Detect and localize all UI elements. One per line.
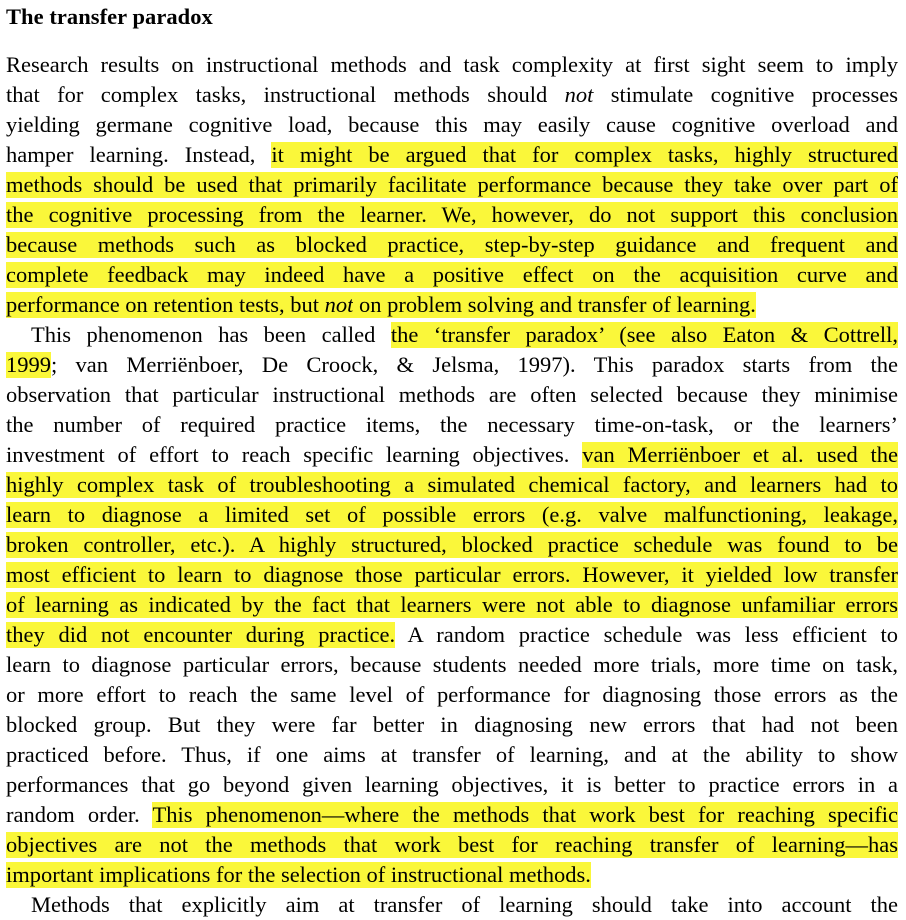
highlighted-text: not	[324, 292, 354, 317]
text-span: the number of required practice items, the necessary time-on-task, or the learners’	[6, 412, 898, 437]
text-span: hamper learning. Instead,	[6, 142, 272, 167]
text-line	[6, 80, 898, 110]
text-line	[6, 470, 898, 500]
text-line	[6, 440, 898, 470]
text-line	[6, 410, 898, 440]
text-line	[6, 230, 898, 260]
text-line	[6, 650, 898, 680]
text-span: random order.	[6, 802, 153, 827]
highlighted-text: they did not encounter during practice.	[6, 622, 396, 647]
text-line	[6, 500, 898, 530]
text-line	[6, 290, 898, 320]
highlighted-text: on problem solving and transfer of learning.	[353, 292, 756, 317]
text-line	[6, 830, 898, 860]
text-span: observation that particular instructional methods are often selected because they minimise	[6, 382, 898, 407]
text-span: learn to diagnose particular errors, because students needed more trials, more time on task,	[6, 652, 898, 677]
text-span: not	[564, 82, 594, 107]
text-line	[6, 200, 898, 230]
text-span: Methods that explicitly aim at transfer of learning should take into account the	[31, 892, 898, 917]
highlighted-text: the ‘transfer paradox’ (see also Eaton & Cottrell,	[390, 322, 899, 347]
highlighted-text: objectives are not the methods that work best for reaching transfer of learning—has	[6, 832, 898, 857]
highlighted-text: of learning as indicated by the fact that learners were not able to diagnose unfamiliar errors	[6, 592, 898, 617]
text-line	[6, 50, 898, 80]
text-span: blocked group. But they were far better in diagnosing new errors that had not been	[6, 712, 898, 737]
text-span: practiced before. Thus, if one aims at transfer of learning, and at the ability to show	[6, 742, 898, 767]
text-line	[6, 860, 898, 890]
highlighted-text: broken controller, etc.). A highly structured, blocked practice schedule was found to be	[6, 532, 898, 557]
text-line	[6, 800, 898, 830]
highlighted-text: highly complex task of troubleshooting a simulated chemical factory, and learners had to	[6, 472, 898, 497]
text-line	[6, 740, 898, 770]
highlighted-text: methods should be used that primarily facilitate performance because they take over part of	[6, 172, 898, 197]
section-heading: The transfer paradox	[6, 4, 213, 29]
text-line	[6, 380, 898, 410]
highlighted-text: This phenomenon—where the methods that work best for reaching specific	[152, 802, 898, 827]
highlighted-text: 1999	[6, 352, 51, 377]
highlighted-text: performance on retention tests, but	[6, 292, 325, 317]
highlighted-text: learn to diagnose a limited set of possible errors (e.g. valve malfunctioning, leakage,	[6, 502, 898, 527]
highlighted-text: complete feedback may indeed have a positive effect on the acquisition curve and	[6, 262, 898, 287]
text-span: that for complex tasks, instructional methods should	[6, 82, 565, 107]
highlighted-text: the cognitive processing from the learner. We, however, do not support this conclusion	[6, 202, 898, 227]
text-line	[6, 620, 898, 650]
text-line	[6, 890, 898, 917]
text-span: Research results on instructional methods and task complexity at first sight seem to imply	[6, 52, 898, 77]
text-span: ; van Merriënboer, De Croock, & Jelsma, 1997). This paradox starts from the	[51, 352, 898, 377]
text-line	[6, 350, 898, 380]
text-line	[6, 560, 898, 590]
text-line	[6, 260, 898, 290]
text-line	[6, 110, 898, 140]
text-line	[6, 170, 898, 200]
highlighted-text: most efficient to learn to diagnose those particular errors. However, it yielded low transfer	[6, 562, 898, 587]
text-span: A random practice schedule was less efficient to	[395, 622, 898, 647]
text-span: investment of effort to reach specific learning objectives.	[6, 442, 583, 467]
text-line	[6, 590, 898, 620]
text-span: This phenomenon has been called	[31, 322, 391, 347]
text-line	[6, 140, 898, 170]
text-span: yielding germane cognitive load, because this may easily cause cognitive overload and	[6, 112, 898, 137]
text-line	[6, 530, 898, 560]
text-line	[6, 680, 898, 710]
text-line	[6, 770, 898, 800]
highlighted-text: important implications for the selection of instructional methods.	[6, 862, 591, 887]
text-line	[6, 320, 898, 350]
highlighted-text: because methods such as blocked practice, step-by-step guidance and frequent and	[6, 232, 898, 257]
text-span: performances that go beyond given learning objectives, it is better to practice errors in a	[6, 772, 898, 797]
text-span: or more effort to reach the same level of performance for diagnosing those errors as the	[6, 682, 898, 707]
text-line	[6, 710, 898, 740]
highlighted-text: it might be argued that for complex tasks, highly structured	[271, 142, 898, 167]
highlighted-text: van Merriënboer et al. used the	[582, 442, 899, 467]
text-span: stimulate cognitive processes	[593, 82, 899, 107]
